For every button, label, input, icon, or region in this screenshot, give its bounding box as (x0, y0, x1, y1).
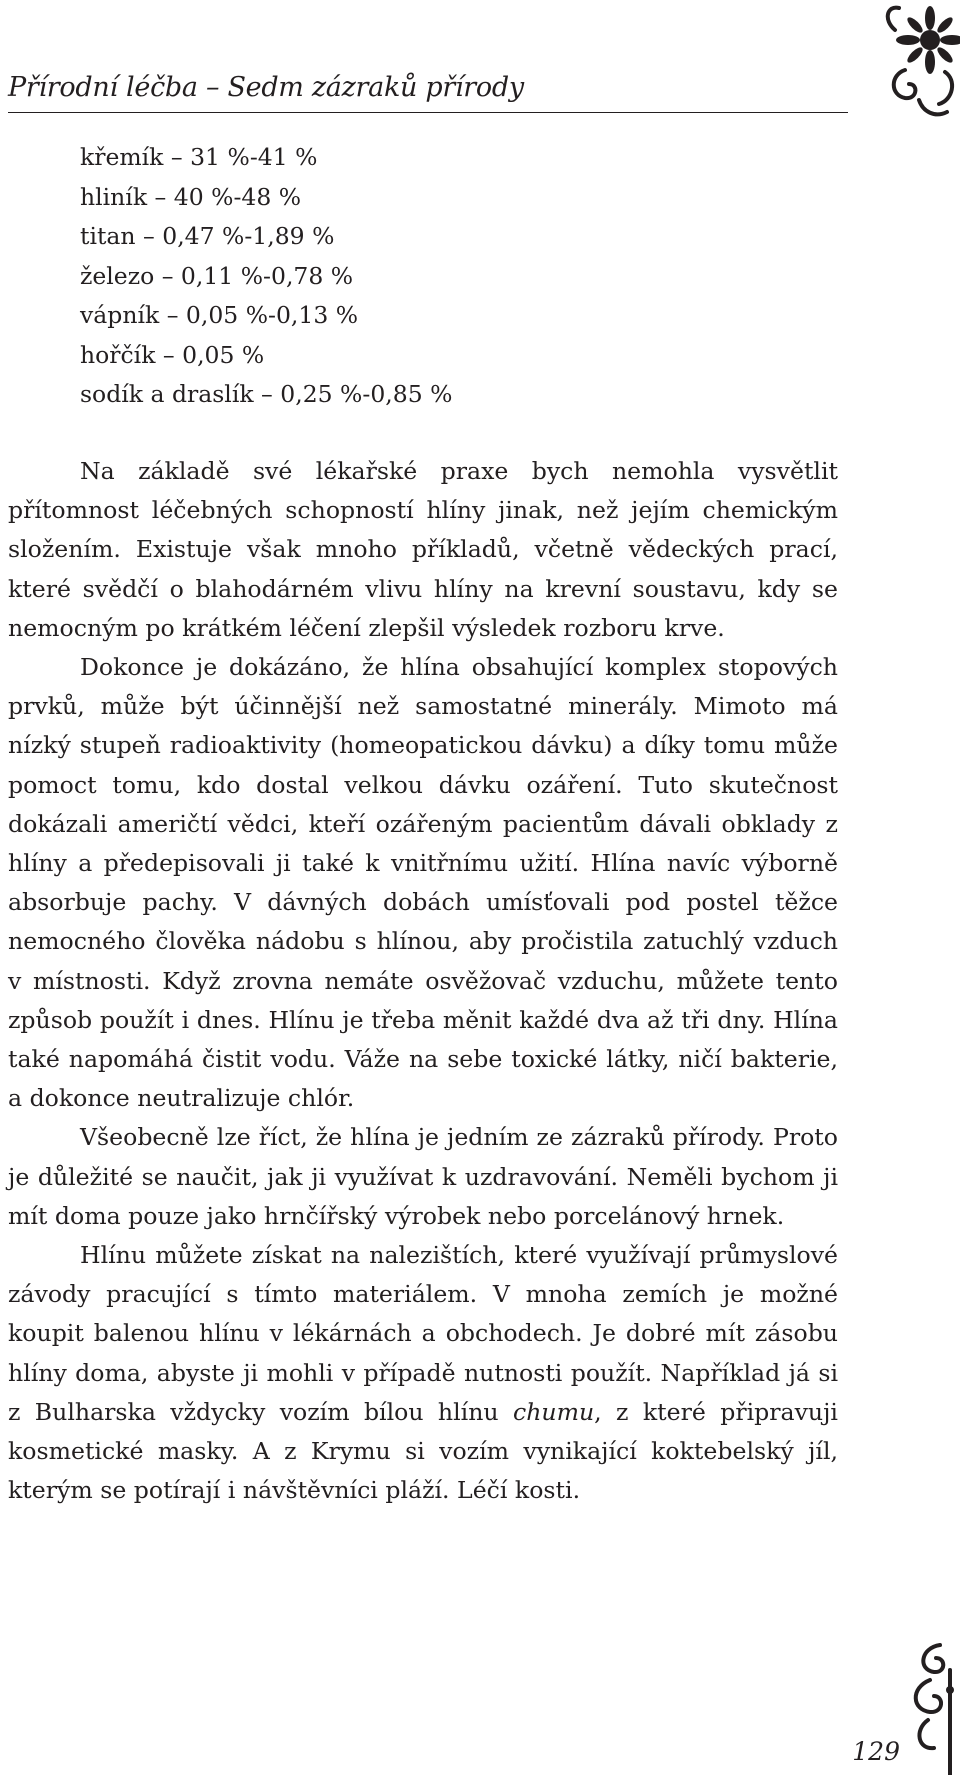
list-item: hořčík – 0,05 % (80, 340, 265, 369)
body-text (8, 452, 838, 1510)
emphasized-term: chumu (512, 1397, 595, 1426)
floral-swirl-ornament-icon (900, 1640, 960, 1775)
paragraph-text: Hlínu můžete získat na nalezištích, které využívají průmyslové závody pracující s tímto materiálem. V mnoha zemích je možné koupit balenou hlínu v lékárnách a obchodech. Je dobré mít zásobu hlíny doma, abyste ji mohli v případě nutnosti použít. Například já si z Bulharska vždycky vozím bílou hlínu (8, 1241, 838, 1426)
list-item: železo – 0,11 %-0,78 % (80, 261, 354, 290)
paragraph (8, 1236, 838, 1510)
running-header-title: Přírodní léčba – Sedm zázraků přírody (8, 72, 524, 103)
paragraph: Dokonce je dokázáno, že hlína obsahující komplex stopových prvků, může být účinnější než samostatné minerály. Mimoto má nízký stupeň radioaktivity (homeopatickou dávku) a díky tomu může pomoct tomu, kdo dostal velkou dávku ozáření. Tuto skutečnost dokázali američtí vědci, kteří ozářeným pacientům dávali obklady z hlíny a předepisovali ji také k vnitřnímu užití. Hlína navíc výborně absorbuje pachy. V dávných dobách umísťovali pod postel těžce nemocného člověka nádobu s hlínou, aby pročistila zatuchlý vzduch v místnosti. Když zrovna nemáte osvěžovač vzduchu, můžete tento způsob použít i dnes. Hlínu je třeba měnit každé dva až tři dny. Hlína také napomáhá čistit vodu. Váže na sebe toxické látky, ničí bakterie, a dokonce neutralizuje chlór. (8, 653, 838, 1113)
list-item: titan – 0,47 %-1,89 % (80, 222, 335, 250)
list-item: hliník – 40 %-48 % (80, 182, 302, 211)
list-item: sodík a draslík – 0,25 %-0,85 % (80, 380, 453, 408)
list-item: křemík – 31 %-41 % (80, 143, 318, 171)
header-divider (8, 112, 848, 113)
list-item: vápník – 0,05 %-0,13 % (80, 301, 359, 329)
floral-corner-ornament-icon (835, 0, 960, 125)
paragraph: Všeobecně lze říct, že hlína je jedním ze zázraků přírody. Proto je důležité se naučit, jak ji využívat k uzdravování. Neměli bychom ji mít doma pouze jako hrnčířský výrobek nebo porcelánový hrnek. (8, 1123, 838, 1230)
page-number: 129 (852, 1737, 900, 1766)
paragraph-text: , z které připravuji kosmetické masky. A z Krymu si vozím vynikající koktebelský jíl, kterým se potírají i návštěvníci pláží. Léčí kosti. (8, 1397, 838, 1505)
paragraph: Na základě své lékařské praxe bych nemohla vysvětlit přítomnost léčebných schopností hlíny jinak, než jejím chemickým složením. Existuje však mnoho příkladů, včetně vědeckých prací, které svědčí o blahodárném vlivu hlíny na krevní soustavu, kdy se nemocným po krátkém léčení zlepšil výsledek rozboru krve. (8, 457, 838, 642)
mineral-composition-list (80, 138, 452, 415)
